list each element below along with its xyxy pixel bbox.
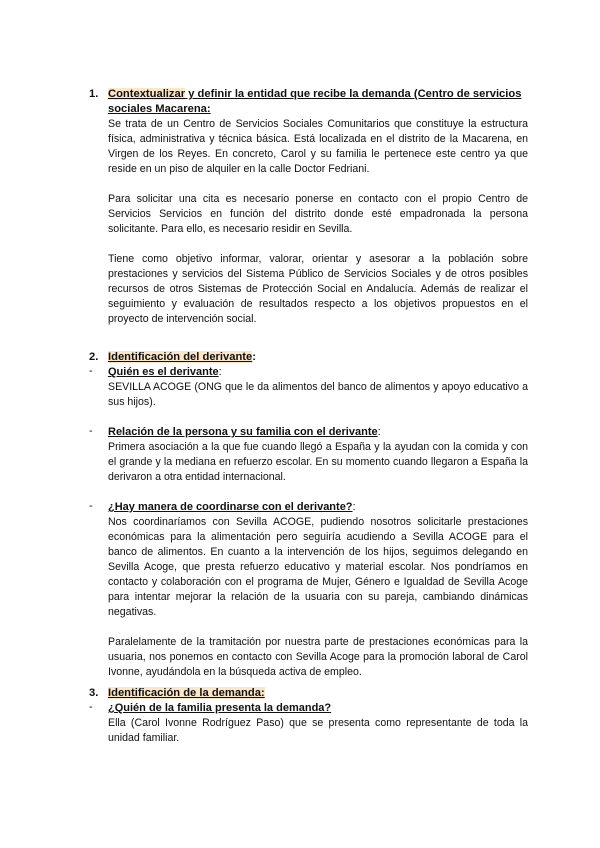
list-item-label: Relación de la persona y su familia con el derivante:	[108, 426, 381, 438]
list-item	[0, 365, 600, 410]
section-1-title-rest: y definir la entidad que recibe la demanda (Centro de servicios sociales Macarena:	[108, 88, 522, 115]
list-dash: -	[89, 365, 93, 377]
section-3-heading	[0, 686, 528, 701]
section-3	[0, 686, 600, 746]
list-item-paragraph: Primera asociación a la que fue cuando llegó a España y la ayudan con la comida y con el grande y la mediana en refuerzo escolar. En su momento cuando llegaron a España la derivaron a otra entidad internacional.	[108, 441, 528, 483]
section-3-title: Identificación de la demanda:	[108, 687, 265, 699]
section-1	[0, 87, 600, 327]
section-1-paragraph: Se trata de un Centro de Servicios Sociales Comunitarios que constituye la estructura física, administrativa y técnica básica. Está localizada en el distrito de la Macarena, en Virgen de los Reyes. En concreto, Carol y su familia le pertenece este centro ya que reside en un piso de alquiler en la calle Doctor Fedriani.	[108, 118, 528, 175]
list-dash: -	[89, 701, 93, 713]
list-item-label: ¿Hay manera de coordinarse con el derivante?:	[108, 501, 356, 513]
list-item-paragraph: Nos coordinaríamos con Sevilla ACOGE, pudiendo nosotros solicitarle prestaciones económicas para la alimentación pero seguiría acudiendo a Sevilla ACOGE para el banco de alimentos. En cuanto a la intervención de los hijos, seguimos delegando en Sevilla Acoge, que presta refuerzo educativo y material escolar. Nos pondríamos en contacto y colaboración con el programa de Mujer, Género e Igualdad de Sevilla Acoge para intentar mejorar la relación de la usuaria con su pareja, cambiando dinámicas negativas.	[108, 516, 528, 618]
list-dash: -	[89, 425, 93, 437]
section-1-number: 1.	[89, 88, 99, 100]
section-1-paragraph: Tiene como objetivo informar, valorar, orientar y asesorar a la población sobre prestaciones y servicios del Sistema Público de Servicios Sociales y de otros posibles recursos de otros Sistemas de Protección Social en Andalucía. Además de realizar el seguimiento y evaluación de resultados respecto a los objetivos propuestos en el proyecto de intervención social.	[108, 253, 528, 325]
section-2-heading	[0, 350, 528, 365]
list-item-paragraph: Ella (Carol Ivonne Rodríguez Paso) que se presenta como representante de toda la unidad familiar.	[108, 717, 528, 744]
section-2	[0, 350, 600, 680]
list-dash: -	[89, 500, 93, 512]
section-3-number: 3.	[89, 687, 99, 699]
list-item-paragraph: Paralelamente de la tramitación por nuestra parte de prestaciones económicas para la usuaria, nos ponemos en contacto con Sevilla Acoge para la promoción laboral de Carol Ivonne, ayudándola en la búsqueda activa de empleo.	[108, 636, 528, 678]
list-item-paragraph: SEVILLA ACOGE (ONG que le da alimentos del banco de alimentos y apoyo educativo a sus hijos).	[108, 381, 528, 408]
section-1-heading	[0, 87, 528, 117]
section-1-paragraph: Para solicitar una cita es necesario ponerse en contacto con el propio Centro de Servicios Servicios en función del distrito donde esté empadronada la persona solicitante. Para ello, es necesario residir en Sevilla.	[108, 193, 528, 235]
list-item	[0, 425, 600, 485]
section-2-title-suffix: :	[252, 351, 256, 363]
section-2-number: 2.	[89, 351, 99, 363]
list-item	[0, 701, 600, 746]
section-2-title: Identificación del derivante	[108, 351, 253, 363]
list-item-label: Quién es el derivante:	[108, 366, 222, 378]
list-item-label: ¿Quién de la familia presenta la demanda?	[108, 702, 332, 714]
section-1-title-highlight: Contextualizar	[108, 88, 186, 100]
list-item	[0, 500, 600, 680]
